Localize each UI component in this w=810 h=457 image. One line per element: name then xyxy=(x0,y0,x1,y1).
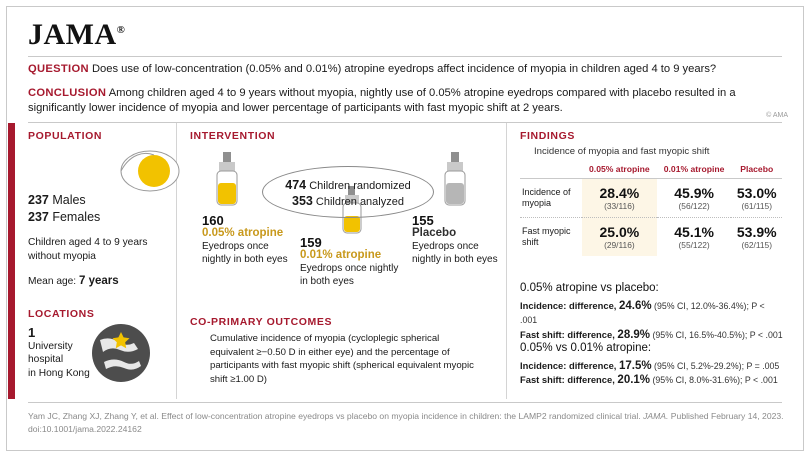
arm-1-count: 160 xyxy=(202,213,224,228)
metric-label: Incidence: xyxy=(520,359,567,371)
arm-3-name: Placebo xyxy=(412,227,457,239)
comparison-1 xyxy=(520,282,784,342)
metric-value: 24.6% xyxy=(619,299,652,312)
arm-3-count: 155 xyxy=(412,213,434,228)
cell-fraction: (29/116) xyxy=(604,240,635,250)
females-row xyxy=(28,209,100,226)
metric-measure: difference, xyxy=(566,359,619,371)
cell-fraction: (61/115) xyxy=(741,201,773,211)
accent-bar xyxy=(8,123,15,399)
metric-ci: (95% CI, 16.5%-40.5%); P < .001 xyxy=(650,329,783,340)
eyedropper-bottle-gray-icon xyxy=(438,152,472,219)
citation-line-2: Published February 14, 2023. doi:10.1001/jama.2022.24162 xyxy=(28,411,784,434)
metric-measure: difference, xyxy=(566,299,619,311)
question-conclusion-block xyxy=(28,62,784,125)
cell-value: 45.1% xyxy=(674,224,714,240)
metric-value: 17.5% xyxy=(619,359,652,372)
population-column xyxy=(28,130,168,379)
randomized-line xyxy=(263,178,433,192)
locations-count: 1 xyxy=(28,325,36,340)
globe-icon xyxy=(90,322,152,384)
divider-middle xyxy=(28,122,782,123)
arm-2-count: 159 xyxy=(300,235,322,250)
row-label-incidence: Incidence of myopia xyxy=(520,179,582,218)
population-heading: POPULATION xyxy=(28,130,103,142)
males-count: 237 xyxy=(28,193,49,207)
cell-value: 45.9% xyxy=(674,185,714,201)
arm-3 xyxy=(412,214,504,266)
metric-ci: (95% CI, 12.0%-36.4%); P < .001 xyxy=(520,300,765,325)
comparison-2-title: 0.05% vs 0.01% atropine: xyxy=(520,342,652,354)
females-count: 237 xyxy=(28,210,49,224)
arm-1 xyxy=(202,214,298,266)
cell-value: 53.9% xyxy=(736,224,777,240)
question-text: Does use of low-concentration (0.05% and 0.01%) atropine eyedrops affect incidence of myopia in children aged 4 to 9 years? xyxy=(91,63,717,75)
females-label: Females xyxy=(52,210,101,224)
arm-2-name: 0.01% atropine xyxy=(300,249,382,261)
analyzed-count: 353 xyxy=(292,194,313,208)
cell-fraction: (33/116) xyxy=(604,201,635,211)
locations-detail-1: University xyxy=(28,340,73,352)
jama-logo-text: JAMA xyxy=(28,18,117,51)
randomized-count: 474 xyxy=(285,178,307,192)
jama-logo xyxy=(28,18,125,52)
comparison-1-line-2 xyxy=(520,328,784,343)
metric-measure: difference, xyxy=(564,328,618,340)
col-header-3: Placebo xyxy=(731,162,782,179)
registered-mark: ® xyxy=(116,24,126,36)
question-line xyxy=(28,62,784,77)
enrollment-oval xyxy=(262,166,434,218)
cell-fastshift-001 xyxy=(657,218,732,257)
findings-heading: FINDINGS xyxy=(520,130,575,142)
locations-detail-2: hospital xyxy=(28,354,64,365)
eyedropper-bottle-yellow-icon xyxy=(210,152,244,219)
arm-1-name: 0.05% atropine xyxy=(202,227,284,239)
locations-text xyxy=(28,326,90,380)
outcomes-text: Cumulative incidence of myopia (cycloplegic spherical equivalent ≥−0.50 D in either eye) and the percentage of participants with fast myopic shift (spherical equivalent myopic shift ≥1.00 D) xyxy=(210,333,474,385)
col-header-2: 0.01% atropine xyxy=(657,162,732,179)
metric-label: Incidence: xyxy=(520,299,567,311)
metric-value: 28.9% xyxy=(617,328,651,341)
findings-column xyxy=(520,130,784,386)
comparison-2-line-2 xyxy=(520,373,784,388)
citation xyxy=(28,410,784,435)
table-row xyxy=(520,179,782,218)
metric-ci: (95% CI, 8.0%-31.6%); P < .001 xyxy=(650,375,778,385)
citation-line-1: Yam JC, Zhang XJ, Zhang Y, et al. Effect of low-concentration atropine eyedrops vs placebo on myopia incidence in children: the LAMP2 randomized clinical trial. xyxy=(28,411,641,421)
col-header-1: 0.05% atropine xyxy=(582,162,657,179)
eye-icon xyxy=(120,148,182,194)
metric-measure: difference, xyxy=(564,374,618,385)
cell-value: 53.0% xyxy=(736,185,777,201)
analyzed-label: Children analyzed xyxy=(315,196,404,208)
results-table xyxy=(520,162,782,256)
intervention-heading: INTERVENTION xyxy=(190,130,276,142)
population-description: Children aged 4 to 9 years without myopia xyxy=(28,237,148,262)
comparison-1-title: 0.05% atropine vs placebo: xyxy=(520,282,659,294)
comparison-1-line-1 xyxy=(520,299,784,328)
mean-age-label: Mean age: xyxy=(28,276,77,287)
cell-fraction: (62/115) xyxy=(741,240,773,250)
metric-label: Fast shift: xyxy=(520,374,565,385)
cell-fastshift-placebo xyxy=(731,218,782,257)
locations-heading: LOCATIONS xyxy=(28,308,95,320)
divider-top xyxy=(28,56,782,57)
row-label-fast-shift: Fast myopic shift xyxy=(522,226,571,247)
question-kicker: QUESTION xyxy=(28,63,89,75)
citation-journal: JAMA. xyxy=(643,411,669,421)
cell-fastshift-005 xyxy=(582,218,657,257)
cell-incidence-001 xyxy=(657,179,732,218)
comparison-2-line-1 xyxy=(520,359,784,374)
males-label: Males xyxy=(52,193,86,207)
conclusion-text: Among children aged 4 to 9 years without myopia, nightly use of 0.05% atropine eyedrops compared with placebo resulted in a significantly lower incidence of myopia and lower percentage of participants with fast myopic shift at 2 years. xyxy=(28,87,736,114)
ama-credit: © AMA xyxy=(766,112,788,119)
comparison-2 xyxy=(520,342,784,388)
cell-value: 28.4% xyxy=(599,185,640,201)
cell-incidence-005 xyxy=(582,179,657,218)
locations-detail-3: in Hong Kong xyxy=(28,367,90,379)
metric-value: 20.1% xyxy=(617,374,651,386)
mean-age xyxy=(28,275,119,287)
arm-1-detail: Eyedrops once nightly in both eyes xyxy=(202,241,288,265)
cell-fraction: (56/122) xyxy=(678,201,710,211)
divider-column-2 xyxy=(506,123,507,399)
randomized-label: Children randomized xyxy=(309,180,411,192)
divider-bottom xyxy=(28,402,782,403)
findings-subtitle: Incidence of myopia and fast myopic shift xyxy=(534,146,710,157)
outcomes-heading: CO-PRIMARY OUTCOMES xyxy=(190,316,333,328)
conclusion-line xyxy=(28,86,784,116)
males-row xyxy=(28,192,100,209)
arm-3-detail: Eyedrops once nightly in both eyes xyxy=(412,241,498,265)
mean-age-value: 7 years xyxy=(79,275,119,287)
metric-label: Fast shift: xyxy=(520,328,565,340)
conclusion-kicker: CONCLUSION xyxy=(28,87,107,99)
cell-value: 25.0% xyxy=(599,224,640,240)
analyzed-line xyxy=(263,194,433,208)
cell-incidence-placebo xyxy=(731,179,782,218)
table-header-row xyxy=(520,162,782,179)
metric-ci: (95% CI, 5.2%-29.2%); P = .005 xyxy=(651,360,780,371)
table-row xyxy=(520,218,782,257)
intervention-column xyxy=(190,130,500,385)
arm-2-detail: Eyedrops once nightly in both eyes xyxy=(300,263,399,287)
population-counts xyxy=(28,192,100,226)
col-header-0 xyxy=(520,162,582,179)
cell-fraction: (55/122) xyxy=(678,240,710,250)
arm-2 xyxy=(300,236,400,288)
